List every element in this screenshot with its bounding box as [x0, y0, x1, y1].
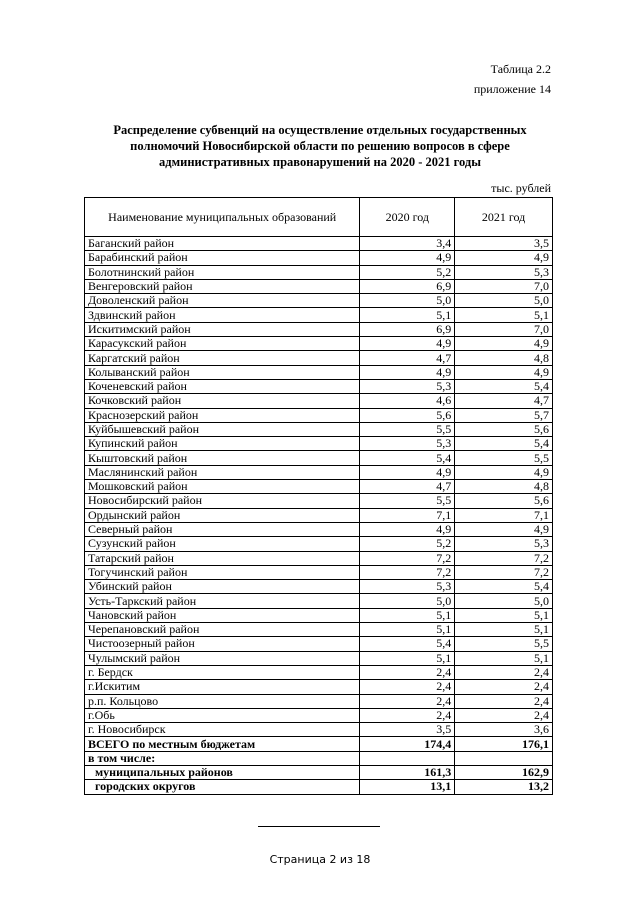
cell-2021: 5,4: [455, 379, 553, 393]
cell-2021: 4,9: [455, 337, 553, 351]
table-row: [85, 251, 553, 265]
subtotal-row: [85, 780, 553, 794]
table-row: [85, 437, 553, 451]
column-header-2021: 2021 год: [455, 198, 553, 237]
cell-name: Сузунский район: [85, 537, 360, 551]
cell-name: ВСЕГО по местным бюджетам: [85, 737, 360, 751]
cell-2020: 5,5: [360, 494, 455, 508]
cell-2020: 5,3: [360, 580, 455, 594]
table-number: Таблица 2.2: [490, 62, 551, 76]
cell-2021: 5,3: [455, 537, 553, 551]
cell-name: г. Бердск: [85, 665, 360, 679]
cell-2020: 5,4: [360, 637, 455, 651]
cell-name: р.п. Кольцово: [85, 694, 360, 708]
cell-2020: 7,2: [360, 565, 455, 579]
cell-2020: 5,4: [360, 451, 455, 465]
cell-name: г.Искитим: [85, 680, 360, 694]
cell-2020: 5,2: [360, 265, 455, 279]
table-row: [85, 308, 553, 322]
table-row: [85, 694, 553, 708]
table-row: [85, 651, 553, 665]
cell-2020: 4,9: [360, 465, 455, 479]
cell-2021: 2,4: [455, 680, 553, 694]
cell-name: Коченевский район: [85, 379, 360, 393]
cell-2020: 5,5: [360, 422, 455, 436]
cell-2020: 4,7: [360, 351, 455, 365]
including-row: [85, 751, 553, 765]
cell-2021: 5,1: [455, 623, 553, 637]
empty-cell: [455, 751, 553, 765]
cell-2021: 4,9: [455, 251, 553, 265]
unit-label: тыс. рублей: [491, 181, 551, 195]
table-row: [85, 665, 553, 679]
cell-2020: 5,0: [360, 594, 455, 608]
table-row: [85, 480, 553, 494]
cell-name: Баганский район: [85, 237, 360, 251]
table-row: [85, 351, 553, 365]
table-row: [85, 408, 553, 422]
cell-name: Чулымский район: [85, 651, 360, 665]
cell-name: Колыванский район: [85, 365, 360, 379]
cell-2020: 4,7: [360, 480, 455, 494]
cell-name: Усть-Таркский район: [85, 594, 360, 608]
cell-2020: 5,1: [360, 623, 455, 637]
subtotal-row: [85, 765, 553, 779]
cell-2021: 3,5: [455, 237, 553, 251]
table-row: [85, 337, 553, 351]
total-row: [85, 737, 553, 751]
cell-2020: 2,4: [360, 694, 455, 708]
cell-2021: 5,6: [455, 494, 553, 508]
cell-2021: 4,7: [455, 394, 553, 408]
cell-name: г.Обь: [85, 708, 360, 722]
table-row: [85, 422, 553, 436]
cell-name: Новосибирский район: [85, 494, 360, 508]
cell-name: Черепановский район: [85, 623, 360, 637]
cell-2020: 5,1: [360, 608, 455, 622]
cell-name: Кочковский район: [85, 394, 360, 408]
cell-2021: 5,7: [455, 408, 553, 422]
cell-2020: 5,1: [360, 308, 455, 322]
cell-2021: 4,9: [455, 522, 553, 536]
table-row: [85, 680, 553, 694]
cell-name: Купинский район: [85, 437, 360, 451]
cell-2020: 2,4: [360, 665, 455, 679]
cell-2021: 4,9: [455, 365, 553, 379]
cell-name: городских округов: [85, 780, 360, 794]
table-row: [85, 237, 553, 251]
cell-name: Мошковский район: [85, 480, 360, 494]
cell-name: Каргатский район: [85, 351, 360, 365]
including-label: в том числе:: [85, 751, 360, 765]
table-row: [85, 394, 553, 408]
cell-2020: 6,9: [360, 279, 455, 293]
cell-2020: 2,4: [360, 708, 455, 722]
cell-2021: 7,1: [455, 508, 553, 522]
cell-2021: 5,4: [455, 580, 553, 594]
cell-name: Карасукский район: [85, 337, 360, 351]
cell-name: Чановский район: [85, 608, 360, 622]
empty-cell: [360, 751, 455, 765]
table-row: [85, 623, 553, 637]
cell-2021: 5,6: [455, 422, 553, 436]
cell-name: Маслянинский район: [85, 465, 360, 479]
cell-2020: 4,9: [360, 251, 455, 265]
table-row: [85, 508, 553, 522]
cell-name: Куйбышевский район: [85, 422, 360, 436]
cell-2020: 7,1: [360, 508, 455, 522]
cell-2021: 5,0: [455, 294, 553, 308]
document-title: Распределение субвенций на осуществление отдельных государственных полномочий Новосибирской области по решению вопросов в сфере административных правонарушений на 2020 - 2021 годы: [113, 123, 527, 169]
table-row: [85, 580, 553, 594]
table-row: [85, 522, 553, 536]
cell-2020: 5,3: [360, 437, 455, 451]
cell-2021: 2,4: [455, 694, 553, 708]
cell-2021: 5,0: [455, 594, 553, 608]
table-row: [85, 637, 553, 651]
table-row: [85, 279, 553, 293]
cell-2021: 2,4: [455, 665, 553, 679]
table-row: [85, 608, 553, 622]
cell-2020: 5,6: [360, 408, 455, 422]
cell-2020: 13,1: [360, 780, 455, 794]
cell-2020: 2,4: [360, 680, 455, 694]
cell-2021: 5,1: [455, 608, 553, 622]
cell-2020: 7,2: [360, 551, 455, 565]
cell-name: Тогучинский район: [85, 565, 360, 579]
column-header-2020: 2020 год: [360, 198, 455, 237]
cell-2021: 5,5: [455, 637, 553, 651]
table-row: [85, 365, 553, 379]
cell-2021: 4,8: [455, 351, 553, 365]
cell-name: Татарский район: [85, 551, 360, 565]
cell-name: Доволенский район: [85, 294, 360, 308]
table-header-row: [85, 198, 553, 237]
table-row: [85, 494, 553, 508]
cell-2021: 2,4: [455, 708, 553, 722]
table-row: [85, 551, 553, 565]
cell-2021: 7,0: [455, 279, 553, 293]
subsidy-table: [84, 197, 553, 795]
table-row: [85, 465, 553, 479]
cell-name: Искитимский район: [85, 322, 360, 336]
cell-name: Краснозерский район: [85, 408, 360, 422]
cell-2020: 5,3: [360, 379, 455, 393]
cell-name: Чистоозерный район: [85, 637, 360, 651]
cell-name: Здвинский район: [85, 308, 360, 322]
footer-divider: [258, 826, 380, 827]
cell-name: Болотнинский район: [85, 265, 360, 279]
table-row: [85, 451, 553, 465]
cell-2021: 4,8: [455, 480, 553, 494]
cell-2020: 4,6: [360, 394, 455, 408]
cell-name: Барабинский район: [85, 251, 360, 265]
cell-2020: 3,5: [360, 723, 455, 737]
cell-2020: 5,0: [360, 294, 455, 308]
cell-name: Венгеровский район: [85, 279, 360, 293]
table-row: [85, 723, 553, 737]
cell-2021: 7,2: [455, 551, 553, 565]
cell-2021: 5,4: [455, 437, 553, 451]
cell-name: Ордынский район: [85, 508, 360, 522]
cell-2020: 6,9: [360, 322, 455, 336]
cell-2021: 5,1: [455, 651, 553, 665]
cell-name: Северный район: [85, 522, 360, 536]
table-row: [85, 537, 553, 551]
column-header-name: Наименование муниципальных образований: [85, 198, 360, 237]
cell-2021: 176,1: [455, 737, 553, 751]
cell-name: г. Новосибирск: [85, 723, 360, 737]
table-body: [85, 237, 553, 795]
cell-2020: 4,9: [360, 365, 455, 379]
cell-name: Убинский район: [85, 580, 360, 594]
cell-2020: 5,1: [360, 651, 455, 665]
cell-name: муниципальных районов: [85, 765, 360, 779]
cell-2020: 4,9: [360, 522, 455, 536]
cell-2020: 3,4: [360, 237, 455, 251]
table-row: [85, 322, 553, 336]
table-row: [85, 708, 553, 722]
cell-2021: 162,9: [455, 765, 553, 779]
cell-2020: 174,4: [360, 737, 455, 751]
cell-2021: 3,6: [455, 723, 553, 737]
cell-2020: 5,2: [360, 537, 455, 551]
cell-2021: 13,2: [455, 780, 553, 794]
table-row: [85, 594, 553, 608]
table-row: [85, 565, 553, 579]
cell-2021: 5,5: [455, 451, 553, 465]
page-number: Страница 2 из 18: [269, 853, 371, 866]
appendix-label: приложение 14: [473, 82, 551, 96]
table-row: [85, 379, 553, 393]
cell-2021: 7,2: [455, 565, 553, 579]
cell-2020: 4,9: [360, 337, 455, 351]
cell-2021: 5,1: [455, 308, 553, 322]
cell-2020: 161,3: [360, 765, 455, 779]
cell-2021: 7,0: [455, 322, 553, 336]
cell-2021: 5,3: [455, 265, 553, 279]
cell-name: Кыштовский район: [85, 451, 360, 465]
table-row: [85, 294, 553, 308]
table-row: [85, 265, 553, 279]
cell-2021: 4,9: [455, 465, 553, 479]
